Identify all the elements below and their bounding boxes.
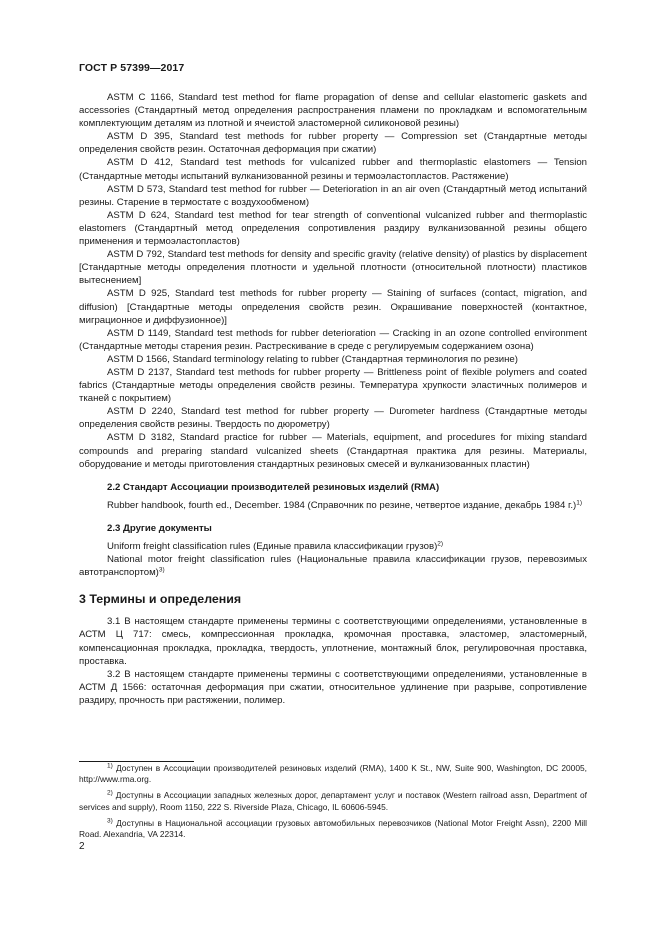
reference-item: ASTM D 624, Standard test method for tear strength of conventional vulcanized rubber and thermoplastic elastomers (Стандартный метод определения сопротивления раздиру вулканизованной резины общего применения и термоэластопластов)	[79, 209, 587, 248]
reference-item: ASTM D 1149, Standard test methods for rubber deterioration — Cracking in an ozone controlled environment (Стандартные методы старения резин. Растрескивание в среде с регулируемым содержанием озона)	[79, 327, 587, 352]
document-body	[79, 91, 587, 707]
footnote-mark: 3)	[158, 566, 165, 574]
reference-item: ASTM C 1166, Standard test method for flame propagation of dense and cellular elastomeric gaskets and accessories (Стандартный метод определения распространения пламени по прокладкам и вспомогательным комплектующим деталям из плотной и ячеистой эластомерной силиконовой резины)	[79, 92, 587, 130]
other-doc-text: National motor freight classification rules (Национальные правила классификации грузов, перевозимых автотранспортом)	[79, 554, 587, 579]
footnote-mark: 2)	[107, 789, 113, 797]
footnotes	[79, 763, 587, 845]
reference-item: ASTM D 412, Standard test methods for vulcanized rubber and thermoplastic elastomers — Tension (Стандартные методы испытаний вулканизованной резины и термоэластопластов. Растяжение)	[79, 157, 587, 182]
footnote-divider	[79, 761, 194, 762]
reference-item: ASTM D 1566, Standard terminology relating to rubber (Стандартная терминология по резине)	[107, 353, 518, 365]
document-header: ГОСТ Р 57399—2017	[79, 62, 185, 74]
subsection-heading-2-2: 2.2 Стандарт Ассоциации производителей резиновых изделий (RMA)	[107, 481, 440, 493]
footnote-mark: 1)	[576, 499, 582, 507]
reference-item: ASTM D 573, Standard test method for rubber — Deterioration in an air oven (Стандартный метод испытаний резины. Старение в термостате с воздухообменом)	[79, 183, 587, 208]
footnote	[79, 790, 587, 812]
reference-item: ASTM D 395, Standard test methods for rubber property — Compression set (Стандартные методы определения свойств резин. Остаточная деформация при сжатии)	[79, 131, 587, 156]
footnote-text: Доступны в Ассоциации западных железных дорог, департамент услуг и поставок (Western railroad assn, Department of services and supply), Room 1150, 222 S. Riverside Plaza, Chicago, IL 60606-5945.	[79, 790, 587, 812]
section-heading-3: 3 Термины и определения	[79, 592, 242, 607]
terms-paragraph: 3.2 В настоящем стандарте применены термины с соответствующими определениями, установленные в АСТМ Д 1566: остаточная деформация при сжатии, относительное удлинение при разрыве, сопротивление раздиру, прочность при растяжении, полимер.	[79, 668, 587, 706]
page-number: 2	[79, 841, 85, 852]
other-doc-text: Uniform freight classification rules (Единые правила классификации грузов)	[107, 541, 438, 552]
footnote-text: Доступен в Ассоциации производителей резиновых изделий (RMA), 1400 K St., NW, Suite 900, Washington, DC 20005, http://www.rma.org.	[79, 763, 587, 785]
footnote-mark: 1)	[107, 762, 113, 770]
subsection-heading-2-3: 2.3 Другие документы	[107, 522, 212, 534]
footnote-mark: 3)	[107, 817, 113, 825]
footnote-text: Доступны в Национальной ассоциации грузовых автомобильных перевозчиков (National Motor Freight Assn), 2200 Mill Road. Alexandria, VA 22314.	[79, 817, 587, 840]
reference-item: ASTM D 3182, Standard practice for rubber — Materials, equipment, and procedures for mixing standard compounds and preparing standard vulcanized sheets (Стандартная практика для резины. Материалы, оборудование и методы приготовления стандартных резиновых смесей и вулканизованных пластин)	[79, 432, 587, 470]
reference-item: ASTM D 792, Standard test methods for density and specific gravity (relative density) of plastics by displacement [Стандартные методы определения плотности и удельной плотности (относительной плотности) пластиков вытеснением]	[79, 249, 587, 287]
reference-item: ASTM D 925, Standard test methods for rubber property — Staining of surfaces (contact, migration, and diffusion) [Стандартные методы определения свойств резин. Окрашивание поверхностей (контактное, миграционное и диффузионное)]	[79, 288, 587, 326]
rma-reference	[79, 499, 587, 512]
rma-reference-text: Rubber handbook, fourth ed., December. 1984 (Справочник по резине, четвертое издание, декабрь 1984 г.)	[107, 499, 577, 511]
other-doc-item	[79, 540, 587, 553]
footnote	[79, 763, 587, 785]
other-doc-item	[79, 553, 587, 579]
reference-item: ASTM D 2137, Standard test methods for rubber property — Brittleness point of flexible polymers and coated fabrics (Стандартные методы определения свойств резины. Температура хрупкости эластичных полимеров и тканей с покрытием)	[79, 366, 587, 405]
footnote-mark: 2)	[437, 540, 444, 548]
terms-paragraph: 3.1 В настоящем стандарте применены термины с соответствующими определениями, установленные в АСТМ Ц 717: смесь, компрессионная прокладка, кромочная проставка, эластомер, эластомерный, компенсационная прокладка, прокладка, твердость, уплотнение, монтажный блок, регулировочная проставка, проставка.	[79, 616, 587, 667]
footnote	[79, 818, 587, 840]
reference-item: ASTM D 2240, Standard test method for rubber property — Durometer hardness (Стандартные методы определения свойств резины. Твердость по дюрометру)	[79, 406, 587, 431]
